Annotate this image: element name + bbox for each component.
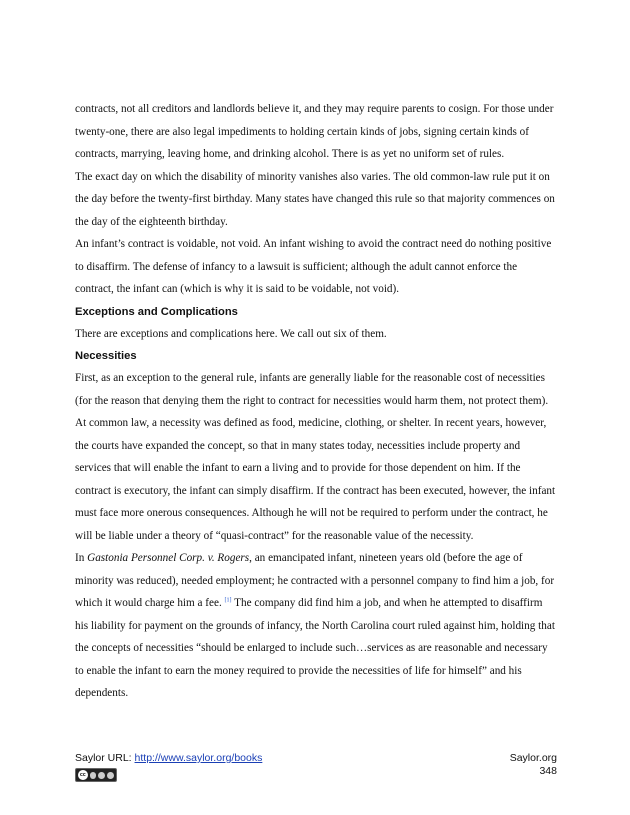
footer-site: Saylor.org [509, 752, 557, 764]
paragraph-6 [75, 547, 557, 705]
by-icon [90, 772, 97, 779]
page-number: 348 [539, 765, 557, 777]
footer-page-info [510, 752, 557, 778]
footer-url-link[interactable]: http://www.saylor.org/books [134, 752, 263, 764]
paragraph-3: An infant’s contract is voidable, not void. An infant wishing to avoid the contract need do nothing positive to disaffirm. The defense of infancy to a lawsuit is sufficient; although the adult cannot enforce the contract, the infant can (which is why it is said to be voidable, not void). [75, 238, 552, 295]
paragraph-6-mid: , an emancipated infant, nineteen years old (before the age of minority was reduced), needed employment; he contracted with a personnel company to find him a job, for which it would charge him a fee. [75, 552, 555, 609]
footer-url-label: Saylor URL: [75, 752, 135, 764]
footnote-ref[interactable]: [1] [224, 597, 232, 604]
paragraph-5: First, as an exception to the general rule, infants are generally liable for the reasonable cost of necessities (for the reason that denying them the right to contract for necessities would harm them, not protect them). At common law, a necessity was defined as food, medicine, clothing, or shelter. In recent years, however, the courts have expanded the concept, so that in many states today, necessities include property and services that will enable the infant to earn a living and to provide for those dependent on him. If the contract is executory, the infant can simply disaffirm. If the contract has been executed, however, the infant must face more onerous consequences. Although he will not be required to perform under the contract, he will be liable under a theory of “quasi-contract” for the reasonable value of the necessity. [75, 372, 556, 542]
heading-exceptions: Exceptions and Complications [75, 305, 238, 318]
paragraph-2: The exact day on which the disability of minority vanishes also varies. The old common-law rule put it on the day before the twenty-first birthday. Many states have changed this rule so that majority commences on the day of the eighteenth birthday. [75, 170, 555, 228]
paragraph-6-post: The company did find him a job, and when he attempted to disaffirm his liability for payment on the grounds of infancy, the North Carolina court ruled against him, holding that the concepts of necessities “should be enlarged to include such…services as are reasonable and necessary to enable the infant to earn the money required to provide the necessities of life for himself” and his dependents. [75, 597, 555, 699]
cc-circle-icon: cc [78, 770, 88, 780]
footer-source [75, 752, 262, 765]
paragraph-6-pre: In [75, 552, 88, 564]
cc-by-nc-sa-icon [75, 768, 117, 782]
case-name: Gastonia Personnel Corp. v. Rogers [87, 552, 250, 564]
page-body [75, 98, 557, 705]
paragraph-4: There are exceptions and complications here. We call out six of them. [75, 327, 387, 340]
sa-icon [107, 772, 114, 779]
heading-necessities: Necessities [75, 350, 137, 362]
nc-icon [98, 772, 105, 779]
paragraph-1: contracts, not all creditors and landlords believe it, and they may require parents to cosign. For those under twenty-one, there are also legal impediments to holding certain kinds of jobs, signing certain kinds of contracts, marrying, leaving home, and drinking alcohol. There is as yet no uniform set of rules. [75, 103, 554, 160]
